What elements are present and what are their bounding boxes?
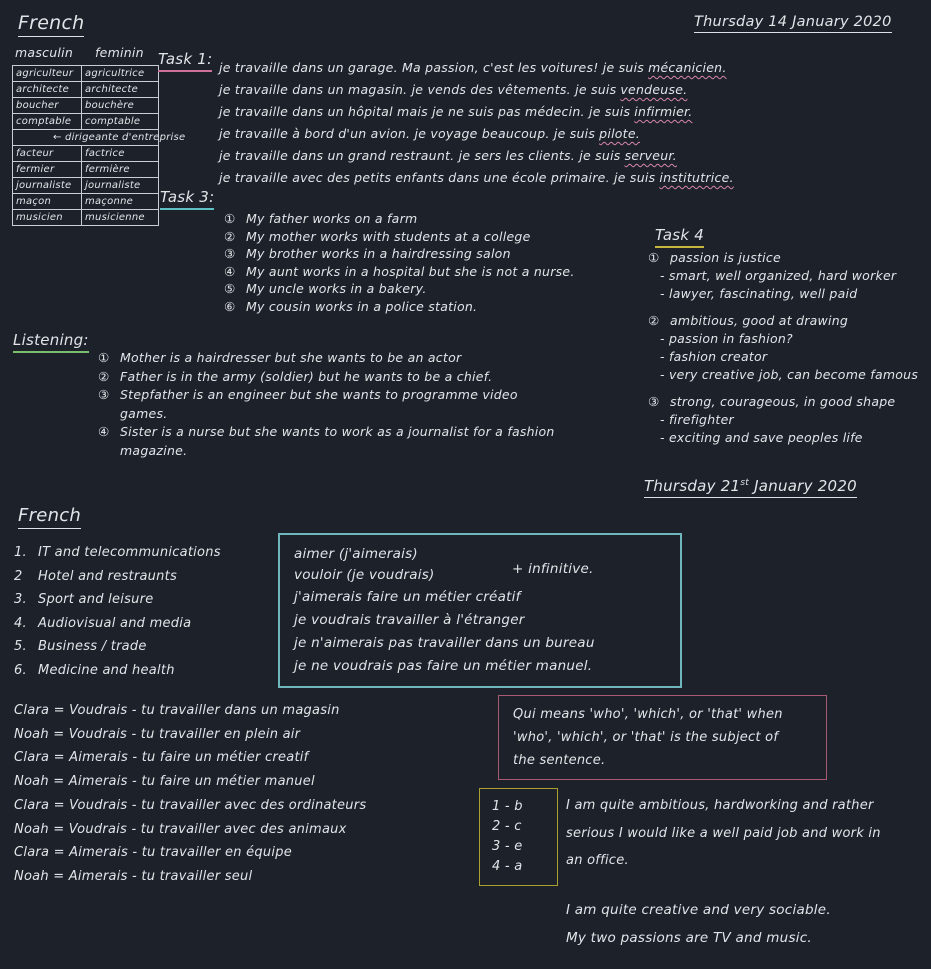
topic-item: 6. Medicine and health	[14, 662, 175, 678]
circled-number: ③	[224, 246, 236, 261]
answer-box	[479, 788, 558, 886]
table-row	[13, 194, 159, 210]
topic-item: 5. Business / trade	[14, 639, 147, 654]
job-word: serveur.	[624, 148, 677, 163]
vocab-cell: agriculteur	[13, 66, 82, 82]
vocab-cell: factrice	[82, 146, 159, 162]
task3-heading: Task 3:	[160, 188, 214, 206]
task4-sub-item: - lawyer, fascinating, well paid	[660, 286, 858, 301]
grammar-example: je voudrais travailler à l'étranger	[294, 612, 525, 628]
task4-group: ① passion is justice - smart, well organized, hard worker - lawyer, fascinating, well paid	[648, 249, 931, 303]
topic-item: 1. IT and telecommunications	[14, 545, 221, 560]
vocab-cell: maçon	[13, 194, 82, 210]
grammar-example: je n'aimerais pas travailler dans un bureau	[294, 635, 595, 651]
list-item: ⑥ My cousin works in a police station.	[224, 298, 478, 314]
topic-item: 4. Audiovisual and media	[14, 615, 192, 631]
list-item: ⑤ My uncle works in a bakery.	[224, 281, 427, 296]
task4-notes	[648, 249, 931, 456]
list-item: ① My father works on a farm	[224, 211, 418, 226]
vocab-annotation-cell: ← dirigeante d'entreprise	[13, 130, 159, 146]
task3-list	[224, 210, 575, 315]
circled-number: ②	[224, 228, 236, 244]
job-word: mécanicien.	[648, 60, 727, 75]
list-item: ③ Stepfather is an engineer but she wants to programme video games.	[98, 387, 518, 421]
circled-number: ③	[648, 394, 660, 409]
grammar-example: j'aimerais faire un métier créatif	[294, 589, 521, 605]
vocab-cell: facteur	[13, 146, 82, 162]
dialogue-line: Noah = Voudrais - tu travailler en plein air	[14, 726, 301, 742]
answer-item: 4 - a	[492, 859, 523, 874]
qui-grammar-box: Qui means 'who', 'which', or 'that' when 'who', 'which', or 'that' is the subject of the sentence.	[498, 695, 827, 780]
table-row	[13, 114, 159, 130]
vocab-cell: musicienne	[82, 210, 159, 226]
list-item: ④ My aunt works in a hospital but she is not a nurse.	[224, 263, 575, 279]
grammar-box	[278, 533, 682, 688]
vocab-cell: architecte	[13, 82, 82, 98]
list-item: ① Mother is a hairdresser but she wants to be an actor	[98, 349, 565, 368]
circled-number: ④	[98, 424, 110, 439]
paragraph-creative: I am quite creative and very sociable. My two passions are TV and music.	[566, 902, 831, 946]
topic-item: 3. Sport and leisure	[14, 592, 154, 607]
table-row	[13, 162, 159, 178]
job-word: pilote.	[599, 126, 640, 141]
lesson-date	[694, 14, 892, 30]
page-title-2: French	[18, 505, 81, 526]
task1-sentence: je travaille avec des petits enfants dans une école primaire. je suis institutrice.	[219, 170, 734, 185]
circled-number: ①	[648, 250, 660, 265]
answer-item: 2 - c	[492, 819, 522, 834]
task1-sentences	[219, 57, 734, 189]
dialogue-list	[14, 699, 366, 889]
feminin-label: feminin	[95, 45, 144, 60]
answer-item: 3 - e	[492, 839, 523, 854]
grammar-plus-infinitive: + infinitive.	[512, 561, 594, 577]
task4-sub-item: - smart, well organized, hard worker	[660, 268, 897, 283]
page-title	[18, 12, 84, 34]
task4-sub-item: - very creative job, can become famous	[660, 367, 919, 382]
circled-number: ①	[98, 350, 110, 365]
grammar-example: je ne voudrais pas faire un métier manuel.	[294, 658, 593, 674]
table-row-annotation	[13, 130, 159, 146]
grammar-verb-line: vouloir (je voudrais)	[294, 567, 435, 583]
job-word: vendeuse.	[620, 82, 688, 97]
vocab-table	[12, 65, 186, 226]
task4-sub-item: - exciting and save peoples life	[660, 430, 863, 445]
task4-sub-item: - passion in fashion?	[660, 331, 793, 346]
topics-list	[14, 541, 221, 682]
dialogue-line: Clara = Voudrais - tu travailler dans un magasin	[14, 703, 340, 718]
paragraph-office: I am quite ambitious, hardworking and rather serious I would like a well paid job and work in an office.	[566, 798, 881, 868]
circled-number: ②	[648, 313, 660, 328]
task4-group: ② ambitious, good at drawing - passion in fashion? - fashion creator - very creative job, can become famous	[648, 312, 931, 384]
vocab-cell: comptable	[82, 114, 159, 130]
dialogue-line: Noah = Aimerais - tu faire un métier manuel	[14, 774, 315, 790]
dialogue-line: Noah = Voudrais - tu travailler avec des animaux	[14, 821, 347, 837]
page-title-text: French	[18, 12, 84, 37]
lesson-date-text: Thursday 14 January 2020	[694, 14, 892, 33]
task4-group: ③ strong, courageous, in good shape - firefighter - exciting and save peoples life	[648, 393, 931, 447]
circled-number: ⑥	[224, 298, 236, 314]
vocab-cell: maçonne	[82, 194, 159, 210]
masculin-label: masculin	[15, 45, 74, 60]
task4-sub-item: - firefighter	[660, 412, 734, 427]
job-word: institutrice.	[659, 170, 734, 185]
topic-item: 2 Hotel and restraunts	[14, 568, 178, 584]
dialogue-line: Clara = Aimerais - tu travailler en équipe	[14, 845, 293, 861]
list-item: ③ My brother works in a hairdressing salon	[224, 246, 511, 261]
circled-number: ②	[98, 368, 110, 384]
table-row	[13, 210, 159, 226]
table-row	[13, 178, 159, 194]
task1-sentence: je travaille à bord d'un avion. je voyage beaucoup. je suis pilote.	[219, 126, 640, 141]
vocab-cell: boucher	[13, 98, 82, 114]
circled-number: ④	[224, 263, 236, 279]
vocab-cell: fermier	[13, 162, 82, 178]
vocab-cell: journaliste	[13, 178, 82, 194]
circled-number: ③	[98, 387, 110, 402]
task1-sentence: je travaille dans un hôpital mais je ne suis pas médecin. je suis infirmier.	[219, 104, 693, 119]
vocab-cell: fermière	[82, 162, 159, 178]
task4-sub-item: - fashion creator	[660, 349, 768, 364]
table-row	[13, 82, 159, 98]
task1-sentence: je travaille dans un garage. Ma passion, c'est les voitures! je suis mécanicien.	[219, 60, 727, 75]
list-item: ② Father is in the army (soldier) but he wants to be a chief.	[98, 368, 565, 387]
table-row	[13, 66, 159, 82]
dialogue-line: Clara = Aimerais - tu faire un métier creatif	[14, 750, 309, 766]
list-item: ② My mother works with students at a college	[224, 228, 531, 244]
task1-sentence: je travaille dans un magasin. je vends des vêtements. je suis vendeuse.	[219, 82, 688, 97]
dialogue-line: Noah = Aimerais - tu travailler seul	[14, 868, 253, 884]
vocab-cell: agricultrice	[82, 66, 159, 82]
lesson-date-2: Thursday 21st January 2020	[644, 477, 857, 495]
vocab-gender-header	[15, 45, 144, 60]
answer-item: 1 - b	[492, 799, 523, 814]
circled-number: ①	[224, 211, 236, 226]
dialogue-line: Clara = Voudrais - tu travailler avec des ordinateurs	[14, 797, 367, 813]
vocab-cell: comptable	[13, 114, 82, 130]
vocab-cell: architecte	[82, 82, 159, 98]
listening-heading: Listening:	[13, 331, 89, 349]
listening-list	[98, 349, 565, 460]
vocab-cell: musicien	[13, 210, 82, 226]
task4-heading: Task 4	[655, 226, 704, 244]
table-row	[13, 98, 159, 114]
job-word: infirmier.	[634, 104, 693, 119]
table-row	[13, 146, 159, 162]
task1-sentence: je travaille dans un grand restraunt. je sers les clients. je suis serveur.	[219, 148, 677, 163]
grammar-verb-line: aimer (j'aimerais)	[294, 546, 418, 562]
circled-number: ⑤	[224, 281, 236, 296]
vocab-cell: bouchère	[82, 98, 159, 114]
task1-heading: Task 1:	[158, 50, 212, 68]
list-item: ④ Sister is a nurse but she wants to work as a journalist for a fashion magazine.	[98, 424, 555, 458]
vocab-cell: journaliste	[82, 178, 159, 194]
